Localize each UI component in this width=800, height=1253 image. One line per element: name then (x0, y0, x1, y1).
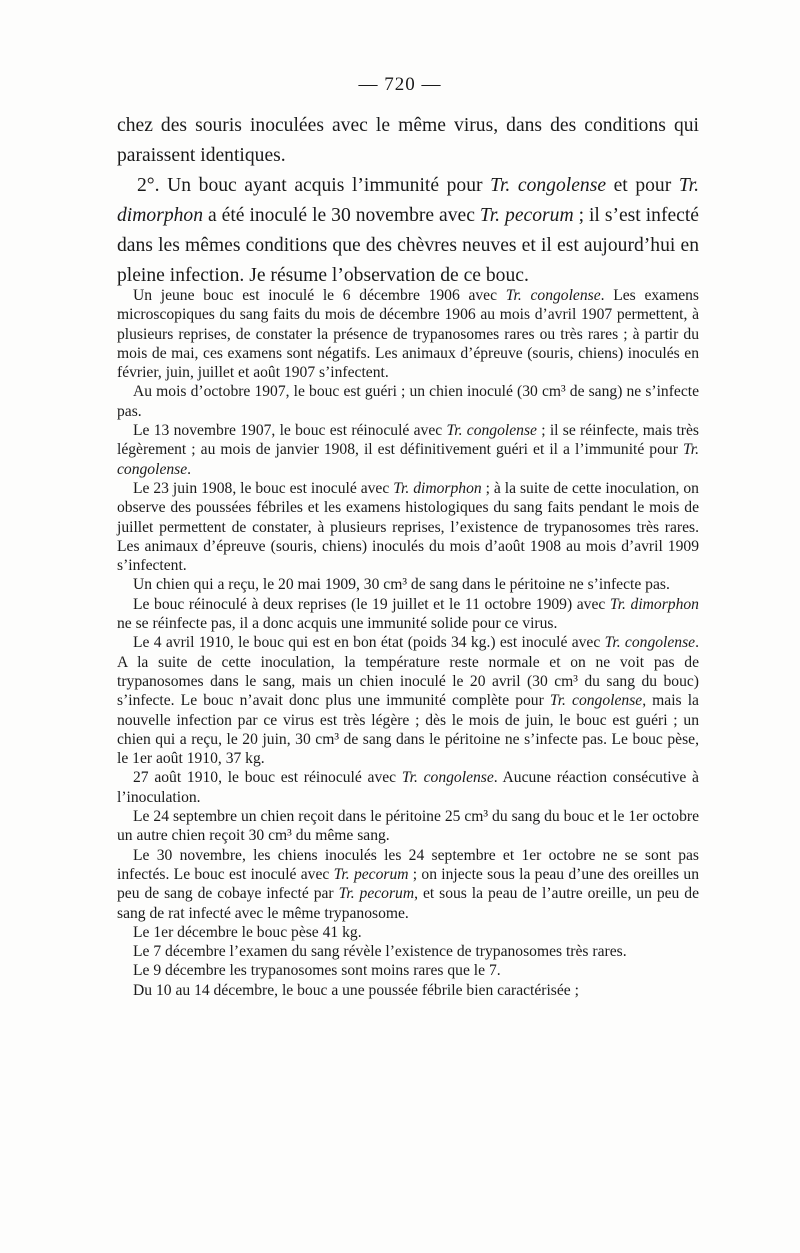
observation-paragraph: Le 4 avril 1910, le bouc qui est en bon état (poids 34 kg.) est inoculé avec Tr. congolense. A la suite de cette inoculation, la température reste normale et on ne voit pas de trypanosomes dans le sang, mais un chien inoculé le 20 avril (30 cm³ du sang du bouc) s’infecte. Le bouc n’avait donc plus une immunité complète pour Tr. congolense, mais la nouvelle infection par ce virus est très légère ; dès le mois de juin, le bouc est guéri ; un chien qui a reçu, le 20 juin, 30 cm³ de sang dans le péritoine ne s’infecte pas. Le bouc pèse, le 1er août 1910, 37 kg. (117, 634, 699, 768)
observation-paragraph: Le 7 décembre l’examen du sang révèle l’existence de trypanosomes très rares. (133, 943, 627, 961)
observation-paragraph: Le 30 novembre, les chiens inoculés les 24 septembre et 1er octobre ne se sont pas infectés. Le bouc est inoculé avec Tr. pecorum ; on injecte sous la peau d’une des oreilles un peu de sang de cobaye infecté par Tr. pecorum, et sous la peau de l’autre oreille, un peu de sang de rat infecté avec le même trypanosome. (117, 846, 699, 922)
page-number: — 720 — (358, 74, 442, 95)
observation-text (117, 286, 699, 1000)
paragraph: 2°. Un bouc ayant acquis l’immunité pour Tr. congolense et pour Tr. dimorphon a été inoculé le 30 novembre avec Tr. pecorum ; il s’est infecté dans les mêmes conditions que des chèvres neuves et il est aujourd’hui en pleine infection. Je résume l’observation de ce bouc. (117, 175, 700, 286)
observation-paragraph: Du 10 au 14 décembre, le bouc a une poussée fébrile bien caractérisée ; (133, 981, 579, 999)
observation-paragraph: Le bouc réinoculé à deux reprises (le 19 juillet et le 11 octobre 1909) avec Tr. dimorphon ne se réinfecte pas, il a donc acquis une immunité solide pour ce virus. (117, 595, 699, 633)
observation-paragraph: Le 23 juin 1908, le bouc est inoculé avec Tr. dimorphon ; à la suite de cette inoculation, on observe des poussées fébriles et les examens histologiques du sang faits pendant le mois de juillet permettent de constater, à plusieurs reprises, l’existence de trypanosomes très rares. Les animaux d’épreuve (souris, chiens) inoculés du mois d’août 1908 au mois d’avril 1909 s’infectent. (117, 479, 699, 575)
observation-paragraph: Le 1er décembre le bouc pèse 41 kg. (133, 923, 362, 941)
observation-paragraph: Un jeune bouc est inoculé le 6 décembre 1906 avec Tr. congolense. Les examens microscopiques du sang faits du mois de décembre 1906 au mois d’avril 1907 permettent, à plusieurs reprises, de constater la présence de trypanosomes rares ou très rares ; à partir du mois de mai, ces examens sont négatifs. Les animaux d’épreuve (souris, chiens) inoculés en février, juin, juillet et août 1907 s’infectent. (117, 287, 700, 382)
observation-paragraph: Un chien qui a reçu, le 20 mai 1909, 30 cm³ de sang dans le péritoine ne s’infecte pas. (133, 576, 670, 594)
observation-paragraph: Le 9 décembre les trypanosomes sont moins rares que le 7. (133, 962, 501, 980)
observation-paragraph: Le 13 novembre 1907, le bouc est réinoculé avec Tr. congolense ; il se réinfecte, mais très légèrement ; au mois de janvier 1908, il est définitivement guéri et il a l’immunité pour Tr. congolense. (117, 422, 699, 478)
observation-paragraph: Le 24 septembre un chien reçoit dans le péritoine 25 cm³ du sang du bouc et le 1er octobre un autre chien reçoit 30 cm³ du même sang. (117, 808, 699, 845)
observation-paragraph: Au mois d’octobre 1907, le bouc est guéri ; un chien inoculé (30 cm³ de sang) ne s’infecte pas. (117, 383, 699, 420)
observation-paragraph: 27 août 1910, le bouc est réinoculé avec Tr. congolense. Aucune réaction consécutive à l’inoculation. (117, 769, 699, 806)
paragraph: chez des souris inoculées avec le même virus, dans des conditions qui paraissent identiques. (117, 115, 699, 166)
main-text (117, 111, 699, 291)
